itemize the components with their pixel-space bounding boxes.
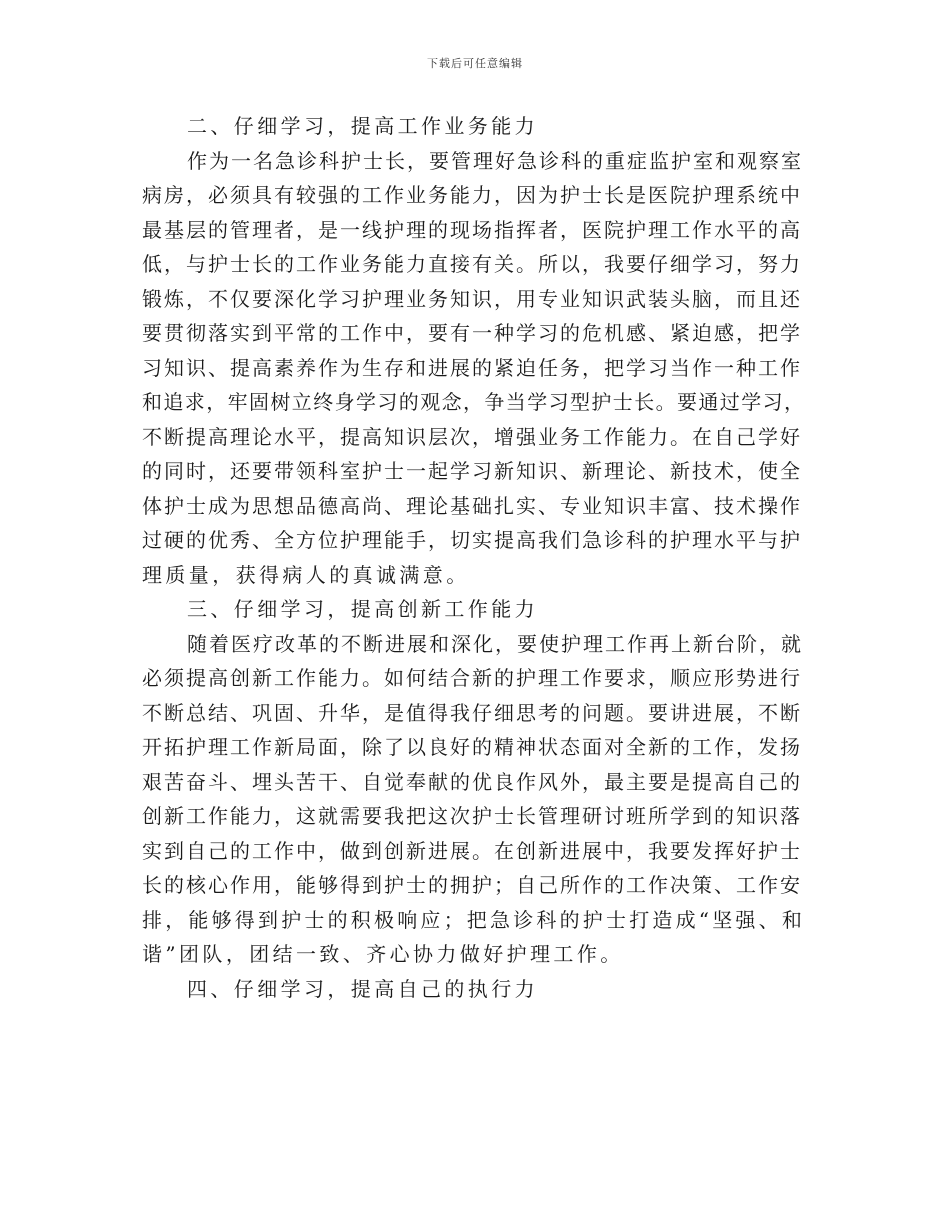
- text-line: 不断提高理论水平，提高知识层次，增强业务工作能力。在自己学好: [142, 424, 802, 449]
- text-line: 排，能够得到护士的积极响应；把急诊科的护士打造成“坚强、和: [142, 907, 806, 932]
- text-line: 不断总结、巩固、升华，是值得我仔细思考的问题。要讲进展，不断: [142, 700, 802, 725]
- text-line: 谐”团队，团结一致、齐心协力做好护理工作。: [142, 942, 624, 966]
- text-line: 锻炼，不仅要深化学习护理业务知识，用专业知识武装头脑，而且还: [142, 286, 802, 311]
- section-heading: 二、仔细学习，提高工作业务能力: [187, 114, 538, 138]
- text-line: 低，与护士长的工作业务能力直接有关。所以，我要仔细学习，努力: [142, 252, 802, 276]
- section-heading: 三、仔细学习，提高创新工作能力: [187, 597, 538, 621]
- text-line: 作为一名急诊科护士长，要管理好急诊科的重症监护室和观察室: [187, 148, 803, 173]
- text-line: 实到自己的工作中，做到创新进展。在创新进展中，我要发挥好护士: [142, 838, 802, 863]
- text-line: 随着医疗改革的不断进展和深化，要使护理工作再上新台阶，就: [187, 631, 803, 656]
- text-line: 最基层的管理者，是一线护理的现场指挥者，医院护理工作水平的高: [142, 217, 802, 242]
- text-line: 和追求，牢固树立终身学习的观念，争当学习型护士长。要通过学习，: [142, 390, 806, 414]
- text-line: 习知识、提高素养作为生存和进展的紧迫任务，把学习当作一种工作: [142, 355, 802, 380]
- text-line: 创新工作能力，这就需要我把这次护士长管理研讨班所学到的知识落: [142, 804, 802, 828]
- text-line: 病房，必须具有较强的工作业务能力，因为护士长是医院护理系统中: [142, 183, 802, 207]
- document-body: [142, 109, 807, 1006]
- text-line: 的同时，还要带领科室护士一起学习新知识、新理论、新技术，使全: [142, 459, 802, 483]
- text-line: 艰苦奋斗、埋头苦干、自觉奉献的优良作风外，最主要是提高自己的: [142, 769, 802, 794]
- text-line: 过硬的优秀、全方位护理能手，切实提高我们急诊科的护理水平与护: [142, 528, 802, 552]
- section-heading: 四、仔细学习，提高自己的执行力: [187, 976, 538, 1001]
- text-line: 长的核心作用，能够得到护士的拥护；自己所作的工作决策、工作安: [142, 873, 802, 897]
- text-line: 必须提高创新工作能力。如何结合新的护理工作要求，顺应形势进行: [142, 666, 802, 690]
- text-line: 开拓护理工作新局面，除了以良好的精神状态面对全新的工作，发扬: [142, 735, 802, 759]
- page-header-note: 下载后可任意编辑: [427, 57, 523, 70]
- text-line: 要贯彻落实到平常的工作中，要有一种学习的危机感、紧迫感，把学: [142, 321, 802, 345]
- text-line: 体护士成为思想品德高尚、理论基础扎实、专业知识丰富、技术操作: [142, 493, 802, 518]
- text-line: 理质量，获得病人的真诚满意。: [142, 562, 470, 587]
